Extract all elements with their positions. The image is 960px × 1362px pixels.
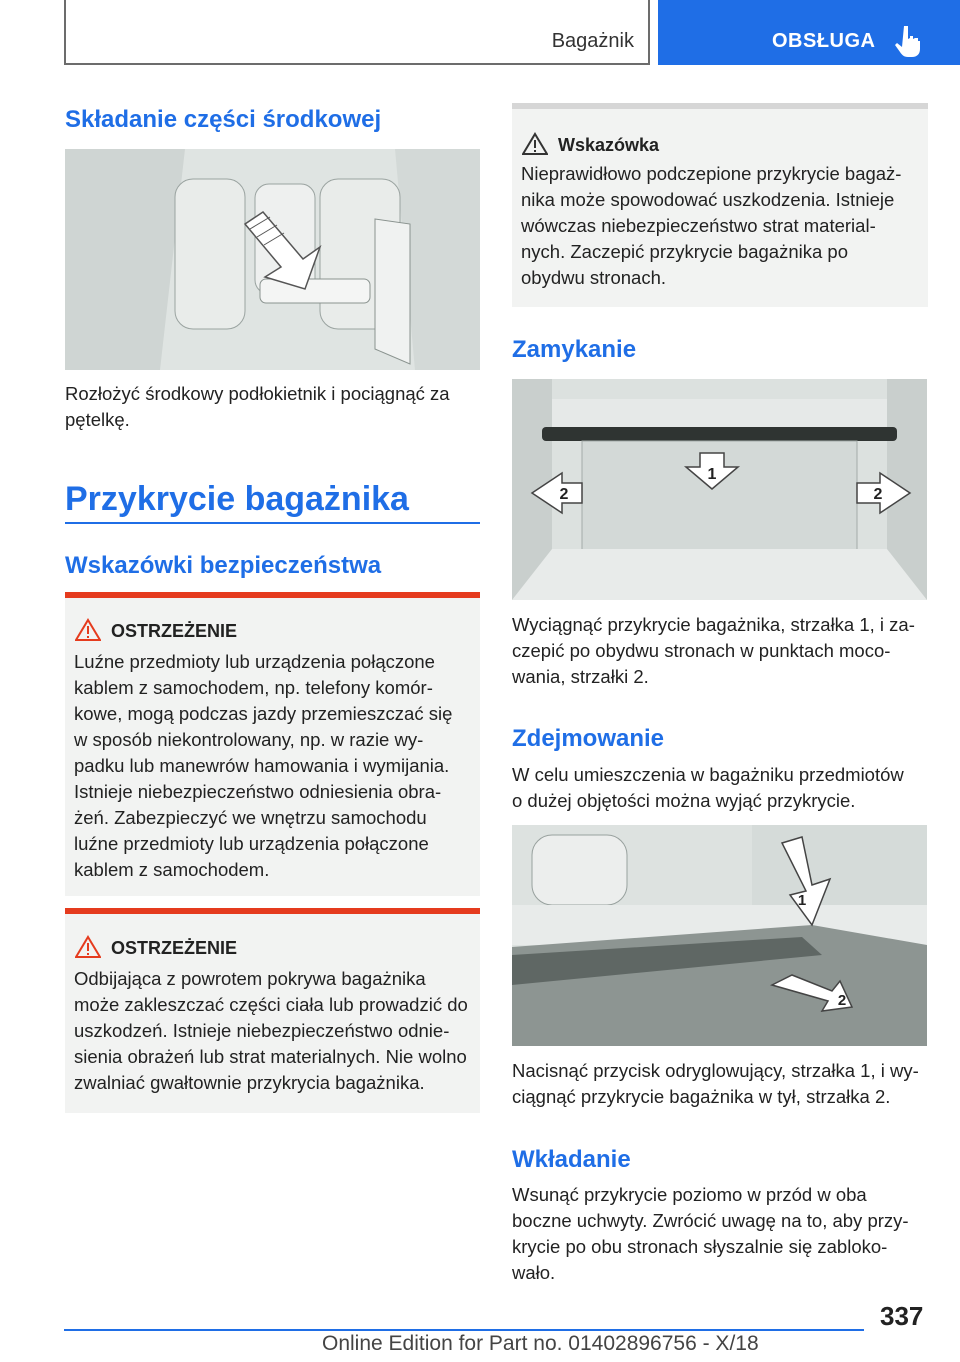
warning-bar xyxy=(65,908,480,914)
warning-line: sienia obrażeń lub strat materialnych. Nie wolno xyxy=(74,1046,467,1067)
warning-triangle-icon xyxy=(75,618,101,642)
warning-heading: OSTRZEŻENIE xyxy=(111,938,238,958)
inserting-line: krycie po obu stronach słyszalnie się zabloko- xyxy=(512,1236,888,1257)
warning-line: uszkodzeń. Istnieje niebezpieczeństwo odnie- xyxy=(74,1020,450,1041)
pointing-hand-icon xyxy=(894,24,924,58)
inserting-line: Wsunąć przykrycie poziomo w przód w oba xyxy=(512,1184,867,1205)
inserting-line: boczne uchwyty. Zwrócić uwagę na to, aby przy- xyxy=(512,1210,909,1231)
closing-instructions xyxy=(512,612,928,690)
note-line: obydwu stronach. xyxy=(521,267,667,288)
arrow-label-1: 1 xyxy=(707,466,717,483)
arrow-label-2: 2 xyxy=(873,486,883,503)
warning-bar xyxy=(65,592,480,598)
warning-line: Odbijająca z powrotem pokrywa bagażnika xyxy=(74,968,426,989)
removing-line: Nacisnąć przycisk odryglowujący, strzałka 1, i wy- xyxy=(512,1060,919,1081)
warning-line: kablem z samochodem. xyxy=(74,859,270,880)
folding-instructions xyxy=(65,381,480,433)
cargo-cover-removing-image xyxy=(512,825,927,1046)
warning-line: w sposób niekontrolowany, np. w razie wy- xyxy=(74,729,424,750)
warning-line: zwalniać gwałtownie przykrycia bagażnika. xyxy=(74,1072,425,1093)
arrow-label-2: 2 xyxy=(559,486,569,503)
cover-chapter-title: Przykrycie bagażnika xyxy=(65,480,409,518)
footer-edition: Online Edition for Part no. 01402896756 - X/18 xyxy=(322,1332,759,1355)
header-section-box xyxy=(64,0,650,65)
warning-heading: OSTRZEŻENIE xyxy=(111,621,238,641)
warning-line: padku lub manewrów hamowania i wymijania. xyxy=(74,755,450,776)
note-box xyxy=(512,103,928,307)
warning-text xyxy=(74,966,468,1096)
arrow-label-1: 1 xyxy=(797,892,807,909)
warning-line: kowe, mogą podczas jazdy przemieszczać się xyxy=(74,703,453,724)
note-line: wówczas niebezpieczeństwo strat material- xyxy=(521,215,876,236)
inserting-instructions xyxy=(512,1182,928,1286)
warning-triangle-icon xyxy=(75,935,101,959)
arrow-label-2: 2 xyxy=(837,992,847,1009)
warning-text xyxy=(74,649,452,883)
folding-line: Rozłożyć środkowy podłokietnik i pociągnąć za xyxy=(65,383,450,404)
removing-instructions xyxy=(512,1058,928,1110)
rear-seat-armrest-image xyxy=(65,149,480,370)
warning-line: Istnieje niebezpieczeństwo odniesienia obra- xyxy=(74,781,442,802)
inserting-line: wało. xyxy=(512,1262,556,1283)
closing-line: Wyciągnąć przykrycie bagażnika, strzałka 1, i za- xyxy=(512,614,915,635)
warning-line: luźne przedmioty lub urządzenia połączone xyxy=(74,833,429,854)
removing-intro xyxy=(512,762,928,814)
note-heading: Wskazówka xyxy=(558,135,660,155)
note-line: Nieprawidłowo podczepione przykrycie bagaż- xyxy=(521,163,902,184)
note-line: nych. Zaczepić przykrycie bagażnika po xyxy=(521,241,848,262)
page-number: 337 xyxy=(880,1301,924,1331)
footer-rule xyxy=(64,1329,864,1331)
note-text xyxy=(521,161,901,291)
closing-section-title: Zamykanie xyxy=(512,336,637,363)
warning-box xyxy=(65,908,480,1113)
removing-section-title: Zdejmowanie xyxy=(512,725,665,752)
safety-section-title: Wskazówki bezpieczeństwa xyxy=(65,552,382,579)
removing-line: W celu umieszczenia w bagażniku przedmiotów xyxy=(512,764,904,785)
header-chapter-tab[interactable] xyxy=(658,0,960,65)
warning-box xyxy=(65,592,480,896)
chapter-rule xyxy=(65,522,480,524)
note-line: nika może spowodować uszkodzenia. Istnieje xyxy=(521,189,895,210)
warning-line: może zakleszczać części ciała lub prowadzić do xyxy=(74,994,468,1015)
folding-line: pętelkę. xyxy=(65,409,130,430)
removing-line: o dużej objętości można wyjąć przykrycie. xyxy=(512,790,856,811)
caution-triangle-icon xyxy=(522,132,548,156)
note-bar xyxy=(512,103,928,109)
warning-line: kablem z samochodem, np. telefony komór- xyxy=(74,677,433,698)
inserting-section-title: Wkładanie xyxy=(512,1146,631,1173)
warning-line: żeń. Zabezpieczyć we wnętrzu samochodu xyxy=(74,807,427,828)
closing-line: czepić po obydwu stronach w punktach moco- xyxy=(512,640,891,661)
header-section-title: Bagażnik xyxy=(551,30,634,52)
closing-line: wania, strzałki 2. xyxy=(512,666,649,687)
removing-line: ciągnąć przykrycie bagażnika w tył, strzałka 2. xyxy=(512,1086,891,1107)
header-chapter-label: OBSŁUGA xyxy=(772,30,876,52)
warning-line: Luźne przedmioty lub urządzenia połączone xyxy=(74,651,435,672)
cargo-cover-closing-image xyxy=(512,379,927,600)
folding-section-title: Składanie części środkowej xyxy=(65,106,382,133)
